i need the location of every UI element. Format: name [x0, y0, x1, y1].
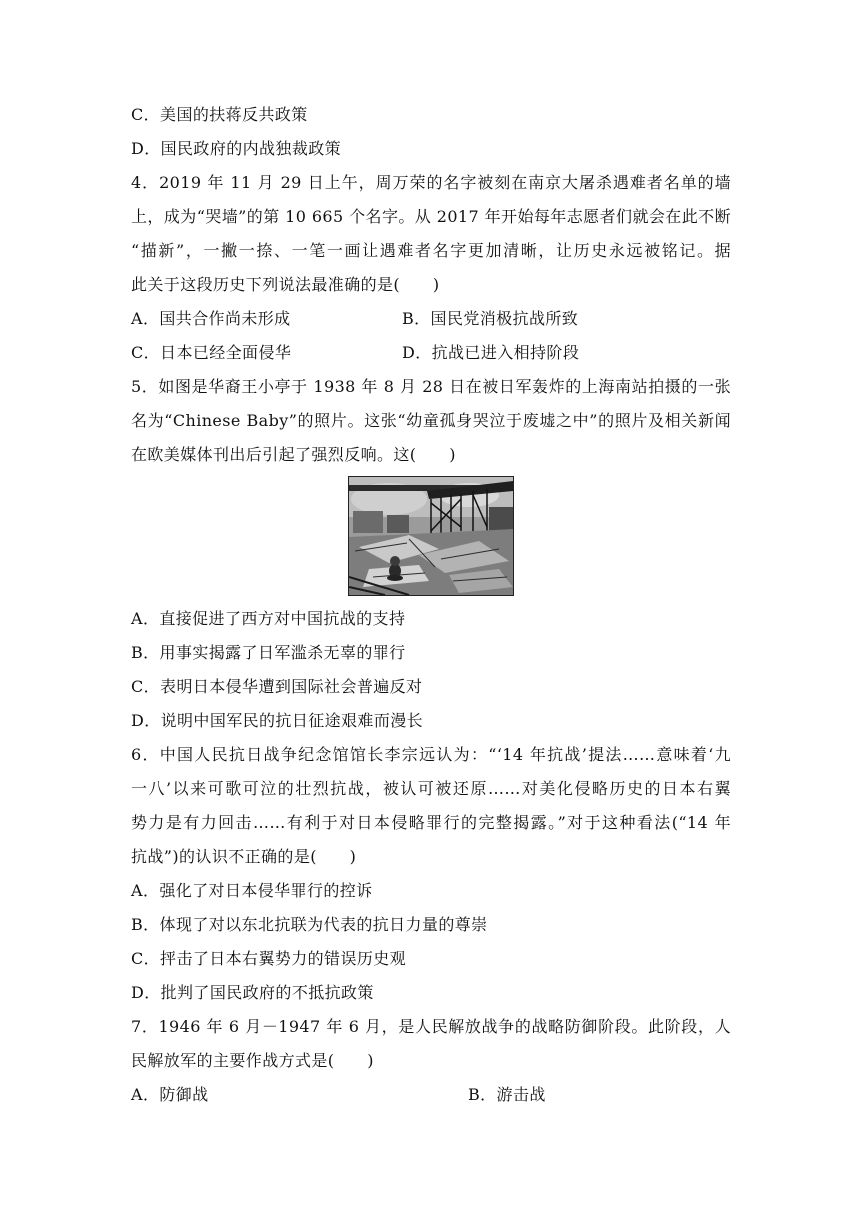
q6-stem-line-1: 6．中国人民抗日战争纪念馆馆长李宗远认为：“‘14 年抗战’提法……意味着‘九 [131, 745, 731, 764]
q5-stem-line-1: 5．如图是华裔王小亭于 1938 年 8 月 28 日在被日军轰炸的上海南站拍摄的一张 [131, 377, 731, 396]
q6-stem-line-4: 抗战”)的认识不正确的是( ) [131, 847, 357, 866]
q7-option-a: A．防御战 [131, 1085, 209, 1104]
q6-option-b: B．体现了对以东北抗联为代表的抗日力量的尊崇 [131, 915, 488, 934]
q5-stem-line-3: 在欧美媒体刊出后引起了强烈反响。这( ) [131, 445, 456, 464]
q4-stem-line-2: 上，成为“哭墙”的第 10 665 个名字。从 2017 年开始每年志愿者们就会在此不断 [131, 207, 731, 226]
q3-option-c: C．美国的扶蒋反共政策 [131, 105, 308, 124]
q5-stem-line-2: 名为“Chinese Baby”的照片。这张“幼童孤身哭泣于废墟之中”的照片及相关新闻 [131, 411, 731, 430]
q6-stem-line-2: 一八’以来可歌可泣的壮烈抗战，被认可被还原……对美化侵略历史的日本右翼 [131, 779, 731, 798]
q4-stem-line-1: 4．2019 年 11 月 29 日上午，周万荣的名字被刻在南京大屠杀遇难者名单的墙 [131, 173, 731, 192]
q5-option-c: C．表明日本侵华遭到国际社会普遍反对 [131, 677, 423, 696]
q5-option-d: D．说明中国军民的抗日征途艰难而漫长 [131, 711, 424, 730]
q7-option-b: B．游击战 [468, 1085, 546, 1104]
q5-option-a: A．直接促进了西方对中国抗战的支持 [131, 609, 406, 628]
q6-option-a: A．强化了对日本侵华罪行的控诉 [131, 881, 373, 900]
q4-option-d: D．抗战已进入相持阶段 [402, 343, 580, 362]
q4-stem-line-4: 此关于这段历史下列说法最准确的是( ) [131, 275, 440, 294]
q4-option-b: B．国民党消极抗战所致 [402, 309, 579, 328]
q7-stem-line-1: 7．1946 年 6 月－1947 年 6 月，是人民解放战争的战略防御阶段。此阶段，人 [131, 1017, 731, 1036]
q7-stem-line-2: 民解放军的主要作战方式是( ) [131, 1051, 374, 1070]
chinese-baby-photo [348, 476, 514, 596]
q5-option-b: B．用事实揭露了日军滥杀无辜的罪行 [131, 643, 406, 662]
q6-stem-line-3: 势力是有力回击……有利于对日本侵略罪行的完整揭露。”对于这种看法(“14 年 [131, 813, 731, 832]
q4-stem-line-3: “描新”，一撇一捺、一笔一画让遇难者名字更加清晰，让历史永远被铭记。据 [131, 241, 731, 260]
q4-option-a: A．国共合作尚未形成 [131, 309, 291, 328]
q3-option-d: D．国民政府的内战独裁政策 [131, 139, 342, 158]
q6-option-c: C．抨击了日本右翼势力的错误历史观 [131, 949, 407, 968]
q4-option-c: C．日本已经全面侵华 [131, 343, 292, 362]
q6-option-d: D．批判了国民政府的不抵抗政策 [131, 983, 374, 1002]
